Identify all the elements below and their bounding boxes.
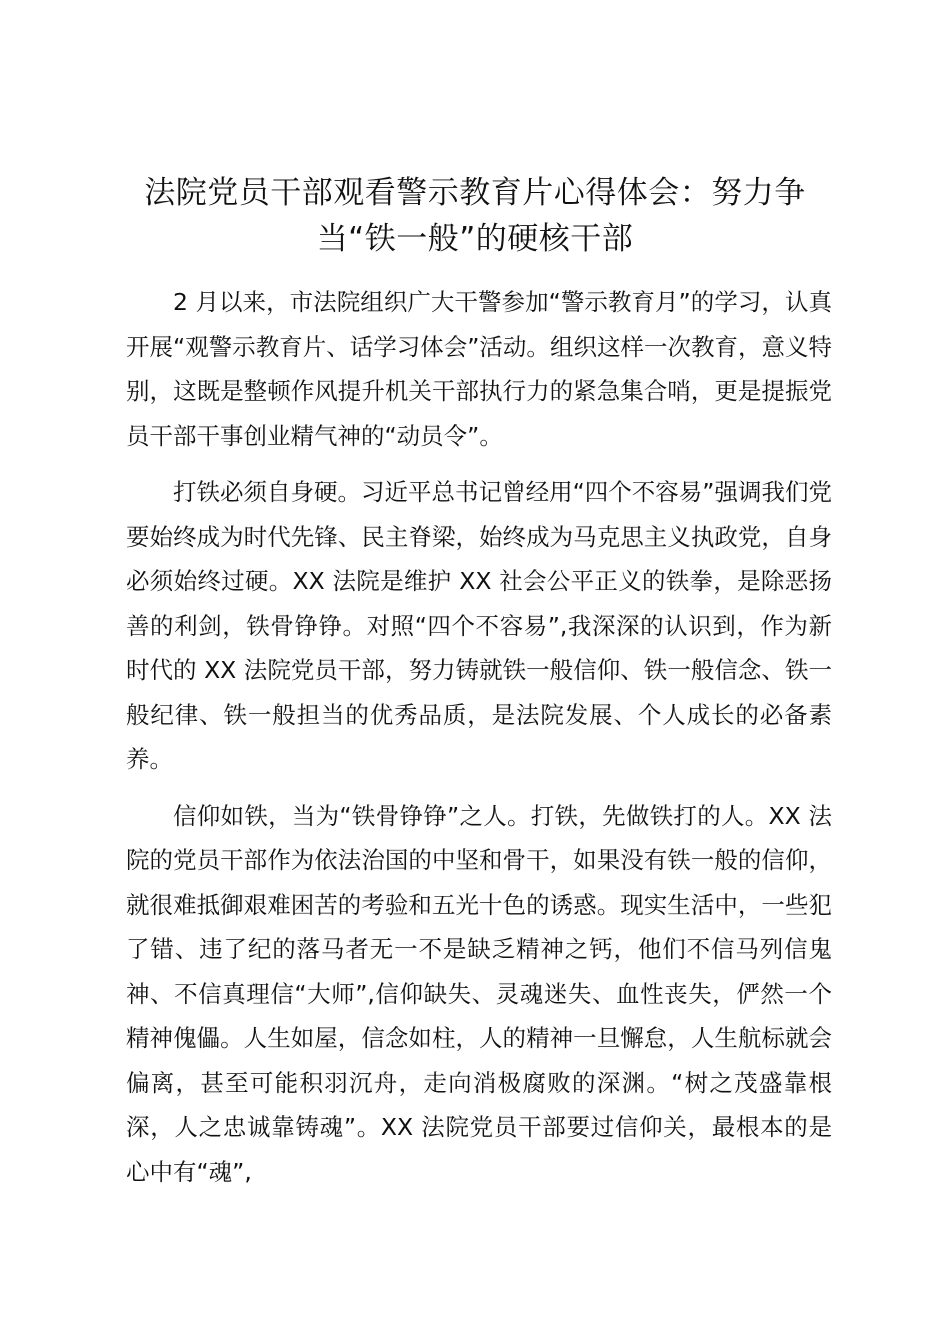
paragraph: 打铁必须自身硬。习近平总书记曾经用“四个不容易”强调我们党要始终成为时代先锋、民主脊梁，始终成为马克思主义执政党，自身必须始终过硬。XX 法院是维护 XX 社会公平正义的铁拳，是除恶扬善的利剑，铁骨铮铮。对照“四个不容易”,我深深的认识到，作为新时代的 XX 法院党员干部，努力铸就铁一般信仰、铁一般信念、铁一般纪律、铁一般担当的优秀品质，是法院发展、个人成长的必备素养。 [126, 478, 832, 773]
document-title: 法院党员干部观看警示教育片心得体会：努力争当“铁一般”的硬核干部 [144, 175, 806, 257]
document-body [126, 280, 832, 1206]
paragraph: 信仰如铁，当为“铁骨铮铮”之人。打铁，先做铁打的人。XX 法院的党员干部作为依法治国的中坚和骨干，如果没有铁一般的信仰，就很难抵御艰难困苦的考验和五光十色的诱惑。现实生活中，一些犯了错、违了纪的落马者无一不是缺乏精神之钙，他们不信马列信鬼神、不信真理信“大师”,信仰缺失、灵魂迷失、血性丧失，俨然一个精神傀儡。人生如屋，信念如柱，人的精神一旦懈怠，人生航标就会偏离，甚至可能积羽沉舟，走向消极腐败的深渊。“树之茂盛靠根深，人之忠诚靠铸魂”。XX 法院党员干部要过信仰关，最根本的是心中有“魂”, [126, 801, 832, 1186]
paragraph: 2 月以来，市法院组织广大干警参加“警示教育月”的学习，认真开展“观警示教育片、话学习体会”活动。组织这样一次教育，意义特别，这既是整顿作风提升机关干部执行力的紧急集合哨，更是提振党员干部干事创业精气神的“动员令”。 [126, 288, 832, 450]
